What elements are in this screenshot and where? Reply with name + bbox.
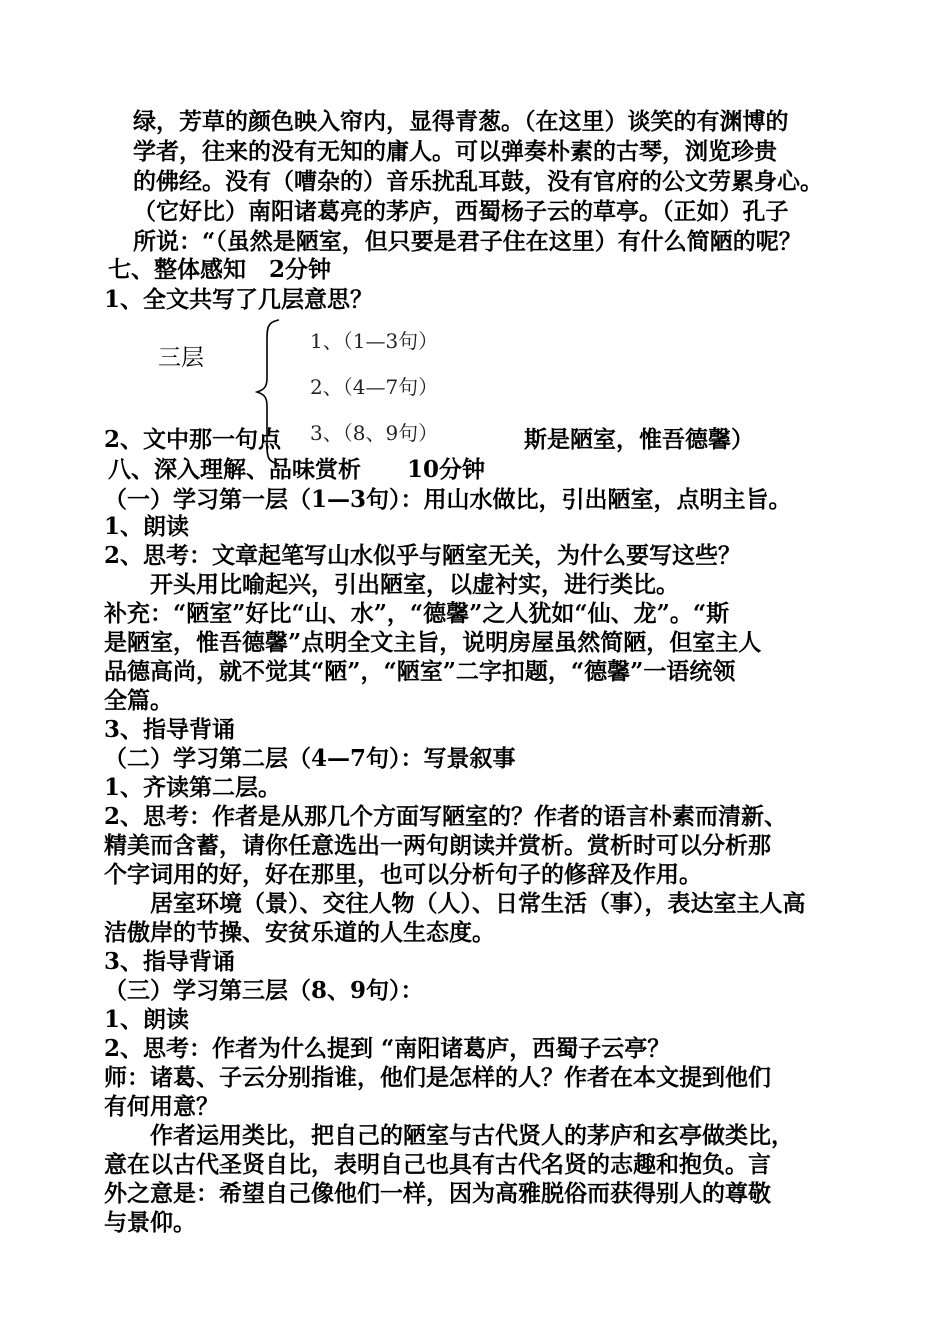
question: 2、文中那一句点: [104, 426, 282, 453]
text-line: 3、指导背诵: [104, 716, 236, 743]
text-line: 全篇。: [104, 687, 173, 714]
sub-heading: （二）学习第二层（4—7句）：写景叙事: [104, 745, 516, 772]
sub-heading: （三）学习第三层（8、9句）：: [104, 977, 424, 1004]
text-line: 绿，芳草的颜色映入帘内，显得青葱。（在这里）谈笑的有渊博的: [133, 108, 789, 135]
text-line: 洁傲岸的节操、安贫乐道的人生态度。: [104, 919, 495, 946]
sub-heading: （一）学习第一层（1—3句）：用山水做比，引出陋室，点明主旨。: [104, 486, 792, 513]
question-answer: 斯是陋室，惟吾德馨）: [524, 426, 754, 453]
structure-item: 1、（1—3句）: [310, 329, 439, 353]
text-line: 个字词用的好，好在那里，也可以分析句子的修辞及作用。: [104, 861, 702, 888]
text-line: 1、朗读: [104, 513, 190, 540]
text-line: 所说：“（虽然是陋室，但只要是君子住在这里）有什么简陋的呢？: [133, 228, 802, 255]
text-line: 2、思考：文章起笔写山水似乎与陋室无关，为什么要写这些？: [104, 542, 742, 569]
text-line: 外之意是：希望自己像他们一样，因为高雅脱俗而获得别人的尊敬: [104, 1180, 771, 1207]
text-line: 品德高尚，就不觉其“陋”，“陋室”二字扣题，“德馨”一语统领: [104, 658, 736, 685]
text-line: 师：诸葛、子云分别指谁，他们是怎样的人？作者在本文提到他们: [104, 1064, 771, 1091]
text-line: 1、朗读: [104, 1006, 190, 1033]
structure-label: 三层: [158, 345, 204, 371]
text-line: 1、齐读第二层。: [104, 774, 282, 801]
text-line: 居室环境（景）、交往人物（人）、日常生活（事），表达室主人高: [104, 890, 806, 917]
text-line: 学者，往来的没有无知的庸人。可以弹奏朴素的古琴，浏览珍贵: [133, 138, 777, 165]
text-line: 开头用比喻起兴，引出陋室，以虚衬实，进行类比。: [104, 571, 679, 598]
text-line: 补充：“陋室”好比“山、水”，“德馨”之人犹如“仙、龙”。“斯: [104, 600, 730, 627]
text-line: 有何用意？: [104, 1093, 219, 1120]
structure-item: 3、（8、9句）: [310, 421, 439, 445]
question: 1、全文共写了几层意思？: [104, 286, 374, 313]
section-heading: 八、深入理解、品味赏析 10分钟: [108, 456, 486, 483]
text-line: 与景仰。: [104, 1209, 196, 1236]
section-heading: 七、整体感知 2分钟: [108, 256, 332, 283]
text-line: 3、指导背诵: [104, 948, 236, 975]
text-line: 精美而含蓄，请你任意选出一两句朗读并赏析。赏析时可以分析那: [104, 832, 771, 859]
structure-item: 2、（4—7句）: [310, 375, 439, 399]
text-line: 是陋室，惟吾德馨”点明全文主旨，说明房屋虽然简陋，但室主人: [104, 629, 762, 656]
text-line: 意在以古代圣贤自比，表明自己也具有古代名贤的志趣和抱负。言: [104, 1151, 771, 1178]
text-line: 的佛经。没有（嘈杂的）音乐扰乱耳鼓，没有官府的公文劳累身心。: [133, 168, 823, 195]
text-line: 2、思考：作者为什么提到 “南阳诸葛庐，西蜀子云亭？: [104, 1035, 671, 1062]
text-line: 2、思考：作者是从那几个方面写陋室的？作者的语言朴素而清新、: [104, 803, 788, 830]
text-line: 作者运用类比，把自己的陋室与古代贤人的茅庐和玄亭做类比，: [104, 1122, 794, 1149]
text-line: （它好比）南阳诸葛亮的茅庐，西蜀杨子云的草亭。（正如）孔子: [133, 198, 789, 225]
